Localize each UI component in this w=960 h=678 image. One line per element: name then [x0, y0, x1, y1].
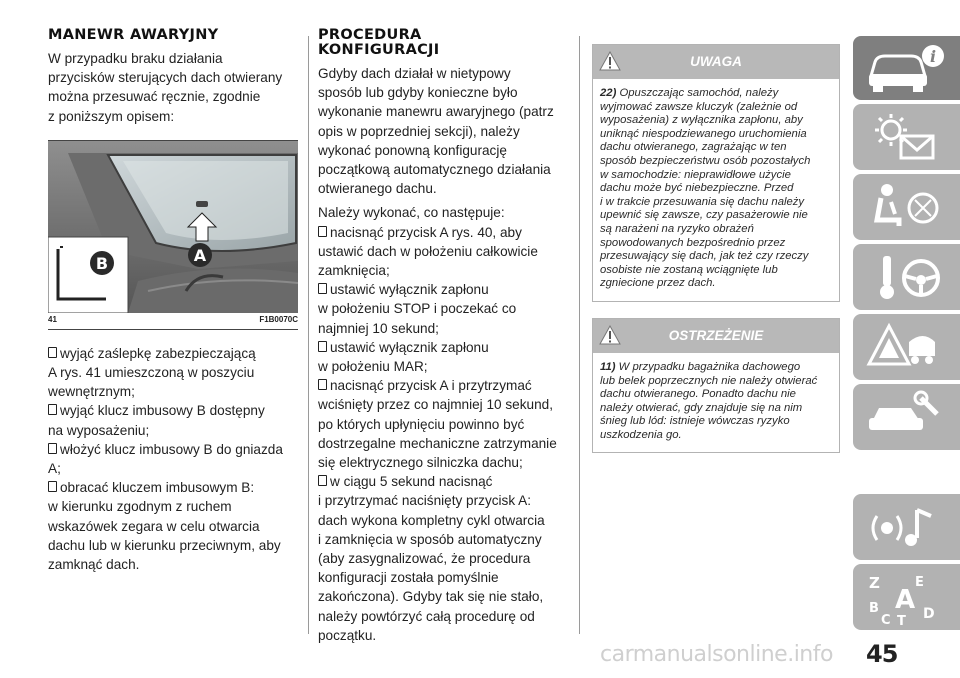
middle-column	[318, 28, 566, 645]
roof-illustration	[48, 141, 298, 313]
svg-text:E: E	[915, 575, 924, 590]
svg-text:i: i	[929, 47, 937, 66]
step-item: nacisnąć przycisk A i przytrzymać wciśnięty przez co najmniej 10 sekund, po których upłynięciu powinno być dostrzegalne mechaniczne zatrzymanie się elektrycznego silniczka dachu;	[318, 378, 557, 471]
bullet-box-icon	[318, 226, 327, 237]
uwaga-box	[592, 44, 840, 302]
section-heading-procedura: PROCEDURA KONFIGURACJI	[318, 27, 440, 58]
uwaga-text: 22) Opuszczając samochód, należy wyjmować zawsze kluczyk (zależnie od wyposażenia) z wyłącznika zapłonu, aby uniknąć niespodziewanego uruchomienia dachu otwieranego, zagrażając w ten sposób bezpieczeństwu osób pozostałych w samochodzie: nieprawidłowe użycie dachu może być niebezpieczne. Przed i w trakcie przesuwania się dachu należy upewnić się zawsze, czy pasażerowie nie są narażeni na ryzyko obrażeń spowodowanych bezpośrednio przez przesuwający się dach, jak też czy rzeczy osobiste nie zostaną wciągnięte lub zgniecione przez dach.	[600, 87, 811, 290]
svg-text:D: D	[923, 606, 935, 622]
callout-a: A	[193, 245, 207, 265]
tab-key-steering[interactable]	[853, 244, 960, 310]
tab-warning-lights[interactable]	[853, 104, 960, 170]
left-column	[48, 28, 298, 574]
step-item: w ciągu 5 sekund nacisnąć i przytrzymać naciśnięty przycisk A: dach wykona kompletny cykl otwarcia i zamknięcia w sposób automatyczny (aby zasygnalizować, że procedura konfiguracji została pomyślnie zakończona). Gdyby tak się nie stało, należy powtórzyć całą procedurę od początku.	[318, 474, 545, 643]
ostrzezenie-title: OSTRZEŻENIE	[668, 327, 764, 343]
bullet-box-icon	[318, 475, 327, 486]
seat-airbag-icon	[865, 180, 945, 234]
warning-triangle-icon	[599, 325, 621, 345]
watermark: carmanualsonline.info	[600, 642, 833, 667]
column-divider	[308, 36, 309, 634]
tab-emergency[interactable]	[853, 314, 960, 380]
step-item: wyjąć klucz imbusowy B dostępny na wyposażeniu;	[48, 403, 265, 438]
figure-caption	[48, 313, 298, 330]
lead-text: Należy wykonać, co następuje:	[318, 205, 505, 221]
key-steering-icon	[865, 250, 945, 304]
svg-text:A: A	[895, 585, 916, 615]
tab-car-info[interactable]	[853, 36, 960, 100]
ostrzezenie-box	[592, 318, 840, 454]
svg-text:C: C	[881, 613, 891, 626]
uwaga-title: UWAGA	[690, 54, 742, 69]
step-item: ustawić wyłącznik zapłonu w położeniu STOP i poczekać co najmniej 10 sekund;	[318, 282, 517, 336]
right-column	[592, 28, 840, 453]
figure-number: 41	[48, 314, 57, 324]
step-item: wyjąć zaślepkę zabezpieczającą A rys. 41 umieszczoną w poszyciu wewnętrznym;	[48, 345, 256, 400]
tab-multimedia[interactable]	[853, 494, 960, 560]
bullet-box-icon	[48, 347, 57, 358]
bullet-box-icon	[48, 481, 57, 492]
figure-code: F1B0070C	[259, 314, 298, 324]
intro-paragraph: Gdyby dach działał w nietypowy sposób lub gdyby konieczne było wykonanie manewru awaryjnego (patrz opis w poprzedniej sekcji), należy wykonać ponowną konfigurację początkową automatycznego działania otwieranego dachu.	[318, 66, 554, 197]
intro-paragraph: W przypadku braku działania przycisków sterujących dach otwierany można przesuwać ręcznie, zgodnie z poniższym opisem:	[48, 51, 283, 124]
uwaga-header	[593, 45, 839, 79]
bullet-box-icon	[48, 443, 57, 454]
step-item: włożyć klucz imbusowy B do gniazda A;	[48, 441, 283, 477]
column-divider	[579, 36, 580, 634]
bullet-box-icon	[318, 283, 327, 294]
bullet-box-icon	[318, 379, 327, 390]
tab-maintenance[interactable]	[853, 384, 960, 450]
step-item: nacisnąć przycisk A rys. 40, aby ustawić dach w położeniu całkowicie zamknięcia;	[318, 224, 538, 279]
alphabet-index-icon	[865, 570, 945, 626]
tab-seat-airbag[interactable]	[853, 174, 960, 240]
wrench-car-icon	[865, 390, 945, 444]
svg-text:Z: Z	[869, 574, 880, 592]
roof-figure	[48, 140, 298, 313]
step-item: obracać kluczem imbusowym B: w kierunku zgodnym z ruchem wskazówek zegara w celu otwarcia dachu lub w kierunku przeciwnym, aby zamknąć dach.	[48, 480, 281, 573]
section-heading-manewr: MANEWR AWARYJNY	[48, 27, 219, 43]
ostrzezenie-header	[593, 319, 839, 353]
page-number: 45	[866, 640, 898, 668]
tab-alphabet-index[interactable]	[853, 564, 960, 630]
warning-lights-icon	[865, 110, 945, 164]
car-info-icon	[865, 42, 945, 94]
step-item: ustawić wyłącznik zapłonu w położeniu MAR;	[318, 339, 489, 375]
emergency-triangle-icon	[865, 320, 945, 374]
warning-triangle-icon	[599, 51, 621, 71]
bullet-box-icon	[318, 341, 327, 352]
multimedia-icon	[865, 500, 945, 554]
bullet-box-icon	[48, 404, 57, 415]
svg-text:B: B	[869, 601, 879, 616]
ostrzezenie-text: 11) W przypadku bagażnika dachowego lub belek poprzecznych nie należy otwierać dachu otwieranego. Ponadto dachu nie należy otwierać, gdy znajduje się na nim śnieg lub lód: istnieje wówczas ryzyko uszkodzenia go.	[600, 360, 818, 441]
svg-text:T: T	[897, 614, 906, 626]
callout-b: B	[95, 253, 109, 273]
